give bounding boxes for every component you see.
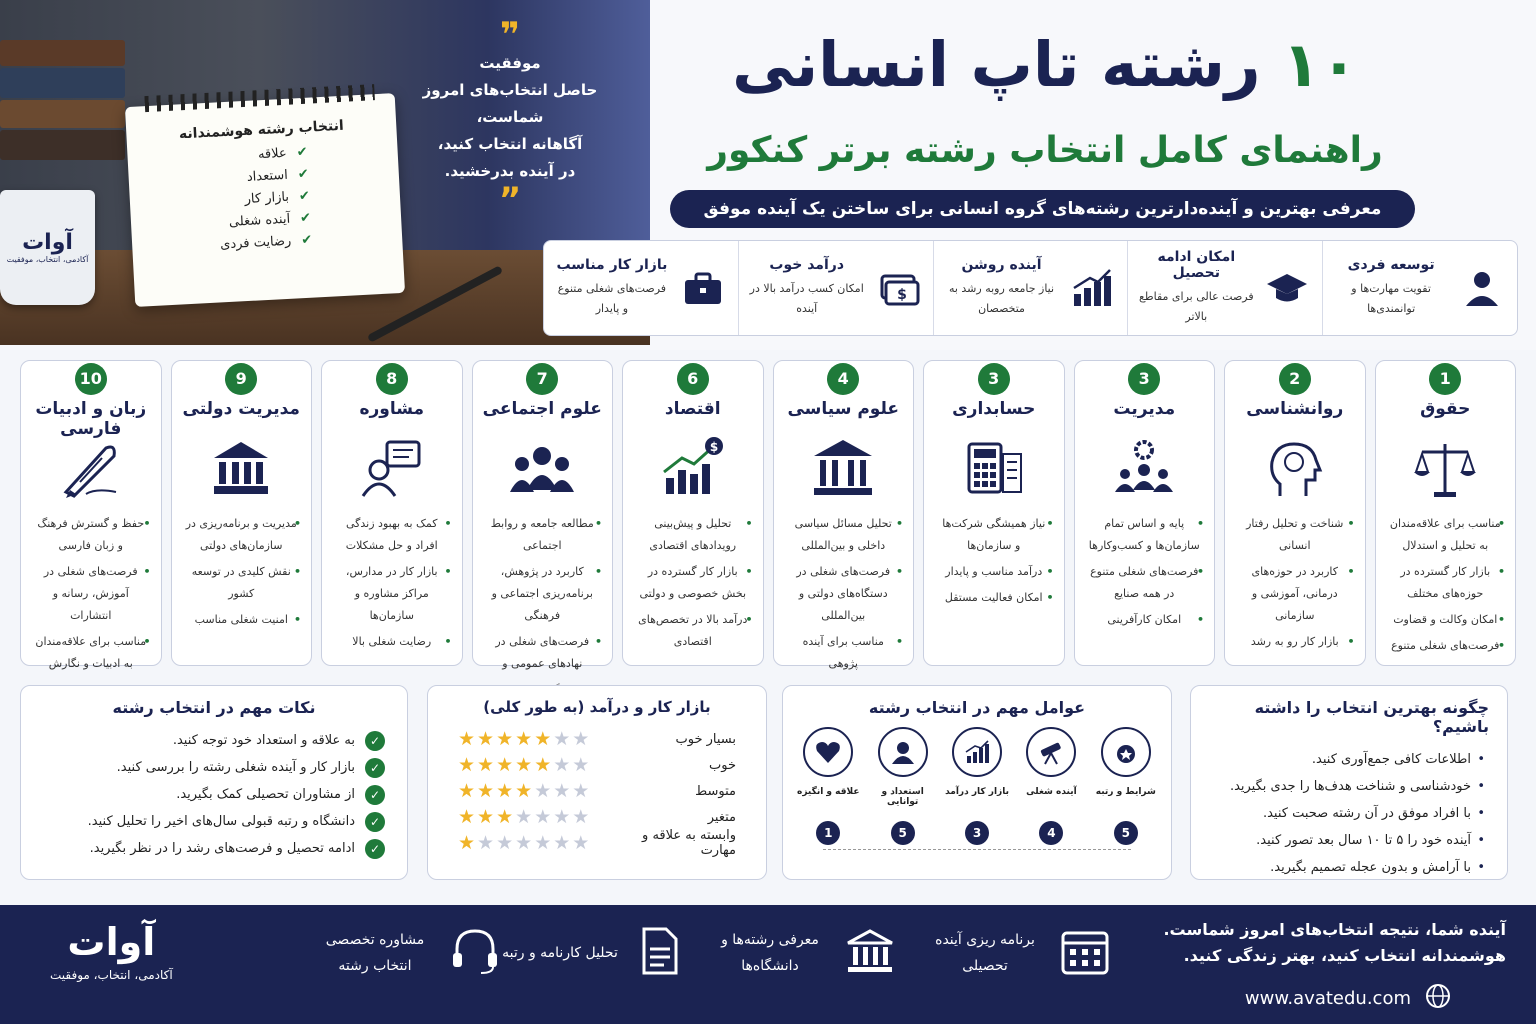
website-link[interactable]: www.avatedu.com (1245, 983, 1451, 1014)
quote-line: حاصل انتخاب‌های امروز شماست، (422, 81, 598, 126)
field-number-badge: 3 (1128, 363, 1160, 395)
footer-message: آینده شما، نتیجه انتخاب‌های امروز شماست. هوشمندانه انتخاب کنید، بهتر زندگی کنید. (1163, 920, 1506, 965)
service-label: معرفی رشته‌ها و دانشگاه‌ها (721, 932, 819, 974)
tip-item: ✓ دانشگاه و رتبه قبولی سال‌های اخیر را تحلیل کنید. (43, 808, 385, 835)
service-label: مشاوره تخصصی انتخاب رشته (325, 932, 425, 974)
brand-tagline: آکادمی، انتخاب، موفقیت (50, 968, 173, 982)
checkmark-icon: ✔ (299, 210, 312, 227)
money-icon (873, 263, 923, 313)
service-item (500, 925, 686, 981)
brain-head-icon (1233, 425, 1357, 513)
star-filled-icon: ★ (458, 832, 478, 854)
star-empty-icon: ★ (572, 806, 592, 828)
factor-label: شرایط و رتبه (1095, 787, 1156, 797)
factor-item (868, 727, 938, 845)
field-name: حسابداری (952, 399, 1036, 419)
mug-tagline: آکادمی، انتخاب، موفقیت (6, 255, 89, 264)
people-group-icon (481, 425, 605, 513)
field-point: • فرصت‌های شغلی متنوع در همه صنایع (1089, 561, 1201, 605)
star-empty-icon: ★ (553, 780, 573, 802)
tips-title: نکات مهم در انتخاب رشته (112, 698, 316, 717)
calendar-item: ✔علاقه (257, 144, 308, 163)
growth-chart-icon (1067, 263, 1117, 313)
market-title: بازار کار و درآمد (به طور کلی) (483, 698, 711, 716)
benefit-title: درآمد خوب (769, 257, 845, 273)
field-number-badge: 8 (376, 363, 408, 395)
star-filled-icon: ★ (458, 728, 478, 750)
field-number-badge: 7 (526, 363, 558, 395)
benefit-desc: تقویت مهارت‌ها و توانمندی‌ها (1351, 282, 1431, 315)
person-icon (1457, 263, 1507, 313)
market-label: وابسته به علاقه و مهارت (642, 828, 736, 858)
field-point: • بازار کار گسترده در بخش خصوصی و دولتی (637, 561, 749, 605)
quote-line: در آینده بدرخشید. (444, 162, 576, 180)
field-name: روانشناسی (1246, 399, 1344, 419)
check-circle-icon: ✓ (365, 812, 385, 832)
calculator-icon (932, 425, 1056, 513)
factor-number: 5 (891, 821, 915, 845)
tagline-banner: معرفی بهترین و آینده‌دارترین رشته‌های گروه انسانی برای ساختن یک آینده موفق (670, 190, 1415, 228)
field-point: • مدیریت و برنامه‌ریزی در سازمان‌های دولتی (186, 513, 298, 557)
star-empty-icon: ★ (553, 728, 573, 750)
star-empty-icon: ★ (572, 754, 592, 776)
tip-item: ✓ از مشاوران تحصیلی کمک بگیرید. (43, 781, 385, 808)
field-number-badge: 2 (1279, 363, 1311, 395)
quote-open-icon: ❞ (500, 15, 520, 55)
field-point: • تحلیل مسائل سیاسی داخلی و بین‌المللی (788, 513, 900, 557)
field-name: زبان و ادبیات فارسی (35, 399, 147, 439)
field-name: مشاوره (359, 399, 425, 419)
field-point: • شناخت و تحلیل رفتار انسانی (1239, 513, 1351, 557)
star-empty-icon: ★ (534, 780, 554, 802)
footer-logo (50, 920, 173, 982)
benefit-item (738, 241, 933, 335)
field-point: • مناسب برای علاقه‌مندان به تحلیل و استدلال (1390, 513, 1502, 557)
benefit-item (1127, 241, 1322, 335)
field-card (472, 360, 614, 670)
star-rating (458, 832, 591, 854)
benefit-desc: فرصت‌های شغلی متنوع و پایدار (557, 282, 667, 315)
bank-building-icon (180, 425, 304, 513)
field-point: • بازار کار رو به رشد (1239, 631, 1351, 653)
star-empty-icon: ★ (572, 728, 592, 750)
benefits-strip (543, 240, 1518, 336)
telescope-icon (1026, 727, 1076, 777)
service-item (315, 925, 501, 981)
benefit-item (933, 241, 1128, 335)
benefit-title: امکان ادامه تحصیل (1157, 249, 1236, 281)
star-filled-icon: ★ (515, 754, 535, 776)
field-number-badge: 3 (978, 363, 1010, 395)
user-idea-icon (878, 727, 928, 777)
calendar-icon (1059, 925, 1111, 981)
star-empty-icon: ★ (553, 754, 573, 776)
star-empty-icon: ★ (572, 832, 592, 854)
field-point: • حفظ و گسترش فرهنگ و زبان فارسی (35, 513, 147, 557)
field-card (171, 360, 313, 666)
hero-section (0, 0, 1536, 350)
factor-label: بازار کار درآمد (945, 787, 1009, 797)
market-panel (427, 685, 767, 880)
field-name: علوم سیاسی (787, 399, 900, 419)
book-icon (0, 100, 125, 128)
howto-panel (1190, 685, 1508, 880)
field-point: • تحلیل و پیش‌بینی رویدادهای اقتصادی (637, 513, 749, 557)
star-rating (458, 806, 591, 828)
benefit-desc: فرصت عالی برای مقاطع بالاتر (1139, 290, 1254, 323)
star-filled-icon: ★ (496, 806, 516, 828)
market-row (428, 804, 766, 830)
factor-label: آینده شغلی (1026, 787, 1077, 797)
headset-icon (449, 925, 501, 981)
quote-close-icon: ” (498, 180, 522, 220)
field-name: مدیریت دولتی (182, 399, 300, 419)
factor-number: 3 (965, 821, 989, 845)
field-card (20, 360, 162, 670)
service-item (710, 925, 896, 981)
book-icon (0, 68, 125, 98)
field-card (923, 360, 1065, 666)
checkmark-icon: ✔ (298, 188, 311, 205)
graduation-cap-icon (1262, 263, 1312, 313)
footer (0, 905, 1536, 1024)
star-empty-icon: ★ (477, 832, 497, 854)
market-label: بسیار خوب (675, 731, 736, 747)
star-filled-icon: ★ (477, 728, 497, 750)
field-name: اقتصاد (664, 399, 721, 419)
star-empty-icon: ★ (553, 806, 573, 828)
counseling-icon (330, 425, 454, 513)
medal-icon (1101, 727, 1151, 777)
market-label: متغیر (707, 809, 736, 825)
service-item (925, 925, 1111, 981)
field-point: • امنیت شغلی مناسب (186, 609, 298, 631)
star-filled-icon: ★ (515, 780, 535, 802)
howto-item: • آینده خود را ۵ تا ۱۰ سال بعد تصور کنید. (1213, 827, 1485, 854)
field-name: حقوق (1420, 399, 1471, 419)
factor-item (1016, 727, 1086, 845)
tips-panel (20, 685, 408, 880)
field-card (321, 360, 463, 666)
star-rating (458, 728, 591, 750)
field-point: • مطالعه جامعه و روابط اجتماعی (487, 513, 599, 557)
field-point: • مناسب برای آینده پژوهی (788, 631, 900, 675)
factor-number: 5 (1114, 821, 1138, 845)
factors-panel (782, 685, 1172, 880)
benefit-title: توسعه فردی (1347, 257, 1435, 273)
star-filled-icon: ★ (515, 728, 535, 750)
benefit-desc: امکان کسب درآمد بالا در آینده (749, 282, 864, 315)
field-point: • امکان کارآفرینی (1089, 609, 1201, 631)
market-rating-list (428, 726, 766, 856)
calendar-item: ✔آینده شغلی (228, 210, 312, 230)
star-filled-icon: ★ (496, 754, 516, 776)
document-icon (634, 925, 686, 981)
checkmark-icon: ✔ (296, 144, 308, 161)
field-point: • کاربرد در حوزه‌های درمانی، آموزشی و سازمانی (1239, 561, 1351, 627)
scales-icon (1384, 425, 1508, 513)
howto-item: • با آرامش و بدون عجله تصمیم بگیرید. (1213, 854, 1485, 881)
fields-row (20, 360, 1516, 670)
howto-item: • خودشناسی و شناخت هدف‌ها را جدی بگیرید. (1213, 773, 1485, 800)
benefit-item (1322, 241, 1517, 335)
field-point: • نقش کلیدی در توسعه کشور (186, 561, 298, 605)
book-icon (0, 40, 125, 66)
heart-icon (803, 727, 853, 777)
market-label: متوسط (695, 783, 736, 799)
howto-title: چگونه بهترین انتخاب را داشته باشیم؟ (1254, 698, 1489, 736)
calendar-title: انتخاب رشته هوشمندانه (178, 117, 345, 143)
field-point: • درآمد بالا در تخصص‌های اقتصادی (637, 609, 749, 653)
star-filled-icon: ★ (458, 754, 478, 776)
factor-item (942, 727, 1012, 845)
bar-chart-icon (952, 727, 1002, 777)
star-empty-icon: ★ (572, 780, 592, 802)
checkmark-icon: ✔ (300, 232, 313, 249)
field-number-badge: 10 (75, 363, 107, 395)
calendar-rings (144, 84, 375, 112)
field-point: • کاربرد در پژوهش، برنامه‌ریزی اجتماعی و فرهنگی (487, 561, 599, 627)
check-circle-icon: ✓ (365, 839, 385, 859)
field-card (773, 360, 915, 670)
svg-text:$: $ (709, 440, 718, 454)
star-filled-icon: ★ (496, 780, 516, 802)
field-point: • فرصت‌های شغلی در نهادهای عمومی و (487, 631, 599, 697)
star-filled-icon: ★ (477, 754, 497, 776)
market-row (428, 726, 766, 752)
howto-item: • با افراد موفق در آن رشته صحبت کنید. (1213, 800, 1485, 827)
benefit-desc: نیاز جامعه روبه رشد به متخصصان (948, 282, 1055, 315)
field-point: • فرصت‌های شغلی متنوع (1390, 635, 1502, 657)
field-number-badge: 6 (677, 363, 709, 395)
quill-pen-icon (29, 425, 153, 513)
briefcase-icon (678, 263, 728, 313)
government-building-icon (782, 425, 906, 513)
field-point: • نیاز همیشگی شرکت‌ها و سازمان‌ها (938, 513, 1050, 557)
star-filled-icon: ★ (534, 728, 554, 750)
service-label: تحلیل کارنامه و رتبه (502, 945, 618, 961)
brand-name: آوات (67, 920, 156, 964)
university-icon (844, 925, 896, 981)
market-row (428, 778, 766, 804)
quote-line: موفقیت (479, 54, 541, 72)
factors-title: عوامل مهم در انتخاب رشته (868, 698, 1086, 717)
star-filled-icon: ★ (496, 728, 516, 750)
globe-icon (1425, 983, 1451, 1014)
factor-label: استعداد و توانایی (881, 787, 924, 807)
factor-item (1091, 727, 1161, 845)
field-number-badge: 4 (827, 363, 859, 395)
calendar-item: ✔بازار کار (244, 188, 311, 208)
checkmark-icon: ✔ (297, 166, 310, 183)
star-filled-icon: ★ (477, 806, 497, 828)
field-point: • فرصت‌های شغلی در آموزش، رسانه و انتشارات (35, 561, 147, 627)
factor-item (793, 727, 863, 845)
calendar-item: ✔استعداد (246, 166, 310, 185)
factor-divider (823, 849, 1131, 850)
field-point: • امکان فعالیت مستقل (938, 587, 1050, 609)
star-filled-icon: ★ (458, 806, 478, 828)
field-point: • امکان وکالت و قضاوت (1390, 609, 1502, 631)
page-title: ۱۰ رشته تاپ انسانی (732, 28, 1358, 101)
svg-text:$: $ (896, 287, 907, 303)
market-label: خوب (709, 757, 736, 773)
star-empty-icon: ★ (496, 832, 516, 854)
field-point: • درآمد مناسب و پایدار (938, 561, 1050, 583)
star-empty-icon: ★ (515, 832, 535, 854)
field-card (1224, 360, 1366, 666)
book-icon (0, 130, 125, 160)
check-circle-icon: ✓ (365, 731, 385, 751)
field-card (1074, 360, 1216, 666)
field-point: • مناسب برای علاقه‌مندان به ادبیات و نگارش (35, 631, 147, 675)
page-subtitle: راهنمای کامل انتخاب رشته برتر کنکور (707, 130, 1383, 171)
tip-item: ✓ بازار کار و آینده شغلی رشته را بررسی کنید. (43, 754, 385, 781)
field-card (622, 360, 764, 666)
howto-item: • اطلاعات کافی جمع‌آوری کنید. (1213, 746, 1485, 773)
tip-item: ✓ به علاقه و استعداد خود توجه کنید. (43, 727, 385, 754)
market-row (428, 752, 766, 778)
star-empty-icon: ★ (534, 806, 554, 828)
field-point: • بازار کار گسترده در حوزه‌های مختلف (1390, 561, 1502, 605)
field-point: • بازار کار در مدارس، مراکز مشاوره و سازمان‌ها (336, 561, 448, 627)
field-card (1375, 360, 1517, 666)
team-gear-icon (1083, 425, 1207, 513)
field-point: • پایه و اساس تمام سازمان‌ها و کسب‌وکارها (1089, 513, 1201, 557)
star-empty-icon: ★ (553, 832, 573, 854)
field-point: • فرصت‌های شغلی در دستگاه‌های دولتی و بین‌المللی (788, 561, 900, 627)
benefit-item (544, 241, 738, 335)
star-filled-icon: ★ (458, 780, 478, 802)
service-label: برنامه ریزی آینده تحصیلی (935, 932, 1035, 974)
coffee-mug (0, 190, 95, 305)
field-point: • رضایت شغلی بالا (336, 631, 448, 653)
benefit-title: بازار کار مناسب (556, 257, 668, 273)
check-circle-icon: ✓ (365, 785, 385, 805)
field-name: مدیریت (1113, 399, 1176, 419)
factor-number: 4 (1039, 821, 1063, 845)
field-number-badge: 9 (225, 363, 257, 395)
factor-number: 1 (816, 821, 840, 845)
star-filled-icon: ★ (477, 780, 497, 802)
benefit-title: آینده روشن (961, 257, 1042, 273)
factor-label: علاقه و انگیزه (797, 787, 860, 797)
star-rating (458, 754, 591, 776)
star-empty-icon: ★ (515, 806, 535, 828)
field-number-badge: 1 (1429, 363, 1461, 395)
finance-chart-icon (631, 425, 755, 513)
quote-line: آگاهانه انتخاب کنید، (437, 135, 583, 153)
hero-quote (390, 15, 630, 220)
market-row (428, 830, 766, 856)
mug-logo: آوات (22, 230, 73, 255)
calendar-item: ✔رضایت فردی (219, 232, 313, 253)
star-empty-icon: ★ (534, 832, 554, 854)
desk-calendar (125, 93, 405, 307)
field-point: • کمک به بهبود زندگی افراد و حل مشکلات (336, 513, 448, 557)
star-rating (458, 780, 591, 802)
field-name: علوم اجتماعی (482, 399, 602, 419)
star-filled-icon: ★ (534, 754, 554, 776)
tip-item: ✓ ادامه تحصیل و فرصت‌های رشد را در نظر بگیرید. (43, 835, 385, 862)
check-circle-icon: ✓ (365, 758, 385, 778)
